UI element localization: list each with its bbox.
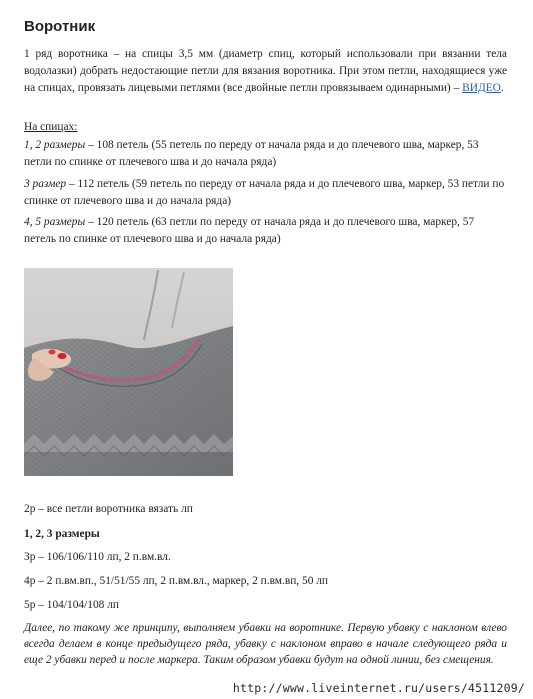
video-link[interactable]: ВИДЕО bbox=[462, 82, 501, 94]
size-text: – 120 петель (63 петли по переду от начала ряда и до плечевого шва, маркер, 57 петель по спинке от плечевого шва и до начала ряда) bbox=[24, 216, 475, 245]
intro-text: 1 ряд воротника – на спицы 3,5 мм (диаметр спиц, который использовали при вязании тела водолазки) добрать недостающие петли для вязания воротника. При этом петли, находящиеся уже на спицах, провязать лицевыми петлями (все двойные петли провязываем одинарными) – bbox=[24, 48, 507, 94]
intro-paragraph bbox=[24, 46, 507, 97]
row-2-instruction: 2р – все петли воротника вязать лп bbox=[24, 503, 193, 515]
size-line-1-2 bbox=[24, 137, 507, 171]
section-title: Воротник bbox=[24, 18, 96, 35]
decrease-note: Далее, по такому же принципу, выполняем убавки на воротнике. Первую убавку с наклоном влево всегда делаем в конце предыдущего ряда, убавку с наклоном вправо в начале следующего ряда и еще 2 убавки перед и после маркера. Таким образом убавки будут на одной линии, без смещения. bbox=[24, 622, 507, 666]
knitting-collar-photo bbox=[24, 268, 233, 476]
size-text: – 108 петель (55 петель по переду от начала ряда и до плечевого шва, маркер, 53 петли по спинке от плечевого шва и до начала ряда) bbox=[24, 139, 479, 168]
row-3-instruction: 3р – 106/106/110 лп, 2 п.вм.вл. bbox=[24, 551, 171, 563]
size-line-3 bbox=[24, 176, 507, 210]
source-watermark: http://www.liveinternet.ru/users/4511209/ bbox=[232, 681, 525, 695]
on-needles-heading: На спицах: bbox=[24, 121, 78, 133]
size-label: 3 размер bbox=[24, 178, 67, 190]
size-label: 4, 5 размеры bbox=[24, 216, 86, 228]
size-text: – 112 петель (59 петель по переду от начала ряда и до плечевого шва, маркер, 53 петли по спинке от плечевого шва и до начала ряда) bbox=[24, 178, 505, 207]
size-line-4-5 bbox=[24, 214, 507, 248]
intro-end: . bbox=[500, 82, 504, 94]
row-4-instruction: 4р – 2 п.вм.вп., 51/51/55 лп, 2 п.вм.вл., маркер, 2 п.вм.вп, 50 лп bbox=[24, 575, 329, 587]
sizes-heading: 1, 2, 3 размеры bbox=[24, 528, 100, 540]
row-5-instruction: 5р – 104/104/108 лп bbox=[24, 599, 119, 611]
size-label: 1, 2 размеры bbox=[24, 139, 86, 151]
